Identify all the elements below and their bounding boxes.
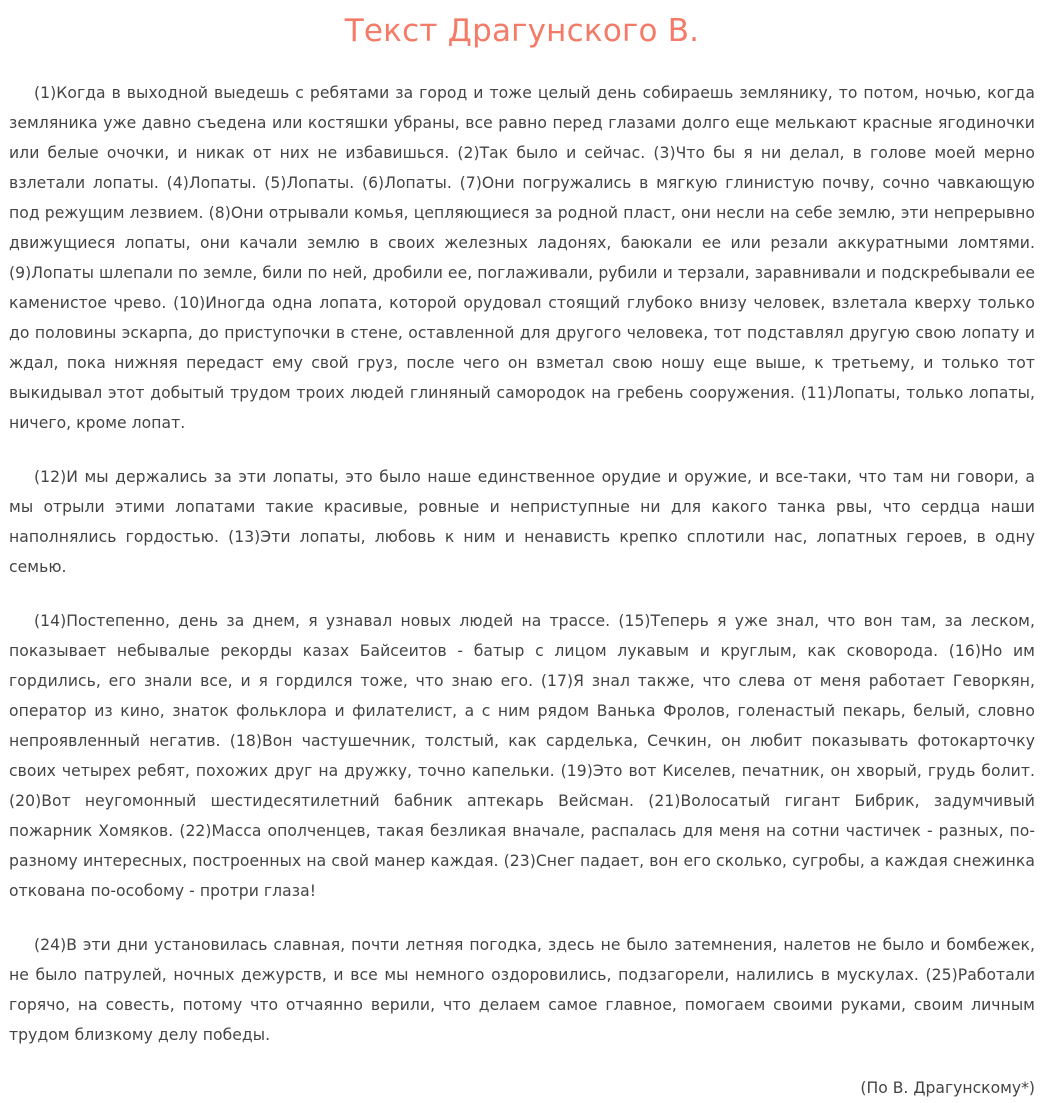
page-title: Текст Драгунского В. bbox=[344, 13, 700, 49]
paragraph-2: (12)И мы держались за эти лопаты, это было наше единственное орудие и оружие, и все-таки, что там ни говори, а мы отрыли этими лопатами такие красивые, ровные и неприступные ни для какого танка рвы, что сердца наши наполнялись гордостью. (13)Эти лопаты, любовь к ним и ненависть крепко сплотили нас, лопатных героев, в одну семью. bbox=[9, 468, 1035, 576]
text-body bbox=[9, 78, 1035, 1050]
paragraph-3: (14)Постепенно, день за днем, я узнавал новых людей на трассе. (15)Теперь я уже знал, что вон там, за леском, показывает небывалые рекорды казах Байсеитов - батыр с лицом лукавым и круглым, как сковорода. (16)Но им гордились, его знали все, и я гордился тоже, что знаю его. (17)Я знал также, что слева от меня работает Геворкян, оператор из кино, знаток фольклора и филателист, а с ним рядом Ванька Фролов, голенастый пекарь, белый, словно непроявленный негатив. (18)Вон частушечник, толстый, как сарделька, Сечкин, он любит показывать фотокарточку своих четырех ребят, похожих друг на дружку, точно капельки. (19)Это вот Киселев, печатник, он хворый, грудь болит. (20)Вот неугомонный шестидесятилетний бабник аптекарь Вейсман. (21)Волосатый гигант Бибрик, задумчивый пожарник Хомяков. (22)Масса ополченцев, такая безликая вначале, распалась для меня на сотни частичек - разных, по-разному интересных, построенных на свой манер каждая. (23)Снег падает, вон его сколько, сугробы, а каждая снежинка откована по-особому - протри глаза! bbox=[9, 612, 1035, 900]
author-signature: (По В. Драгунскому*) bbox=[860, 1079, 1035, 1097]
paragraph-4: (24)В эти дни установилась славная, почти летняя погодка, здесь не было затемнения, налетов не было и бомбежек, не было патрулей, ночных дежурств, и все мы немного оздоровились, подзагорели, налились в мускулах. (25)Работали горячо, на совесть, потому что отчаянно верили, что делаем самое главное, помогаем своими руками, своим личным трудом близкому делу победы. bbox=[9, 936, 1035, 1044]
paragraph-1: (1)Когда в выходной выедешь с ребятами за город и тоже целый день собираешь землянику, то потом, ночью, когда земляника уже давно съедена или костяшки убраны, все равно перед глазами долго еще мелькают красные ягодиночки или белые очочки, и никак от них не избавишься. (2)Так было и сейчас. (3)Что бы я ни делал, в голове моей мерно взлетали лопаты. (4)Лопаты. (5)Лопаты. (6)Лопаты. (7)Они погружались в мягкую глинистую почву, сочно чавкающую под режущим лезвием. (8)Они отрывали комья, цепляющиеся за родной пласт, они несли на себе землю, эти непрерывно движущиеся лопаты, они качали землю в своих железных ладонях, баюкали ее или резали аккуратными ломтями. (9)Лопаты шлепали по земле, били по ней, дробили ее, поглаживали, рубили и терзали, заравнивали и подскребывали ее каменистое чрево. (10)Иногда одна лопата, которой орудовал стоящий глубоко внизу человек, взлетала кверху только до половины эскарпа, до приступочки в стене, оставленной для другого человека, тот подставлял другую свою лопату и ждал, пока нижняя передаст ему свой груз, после чего он взметал свою ношу еще выше, к третьему, и только тот выкидывал этот добытый трудом троих людей глиняный самородок на гребень сооружения. (11)Лопаты, только лопаты, ничего, кроме лопат. bbox=[9, 84, 1035, 432]
